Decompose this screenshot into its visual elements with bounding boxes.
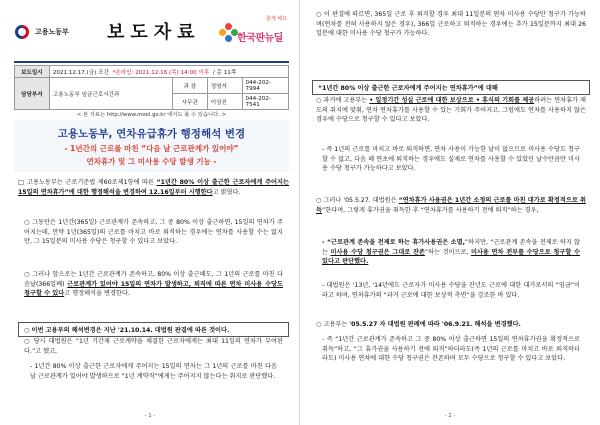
headline: 고용노동부, 연차유급휴가 행정해석 변경	[57, 128, 246, 140]
right-paragraph-8	[312, 335, 580, 364]
role-director: 과 장	[172, 78, 207, 94]
right-paragraph-2	[312, 96, 586, 125]
left-paragraph-4	[18, 337, 283, 356]
right-paragraph-7	[312, 320, 586, 330]
section-box-left: ○ 이번 고용부의 해석변경은 지난 '21.10.14. 대법원 판결에 따른 것이다.	[18, 322, 289, 337]
left-paragraph-5	[18, 362, 277, 381]
phone-officer: 044-202-7541	[242, 94, 288, 110]
header-rule	[14, 61, 289, 63]
text-run: 고 밝혔다.	[212, 188, 241, 196]
person-officer: 이상진	[207, 94, 242, 110]
new-deal-logo	[219, 15, 289, 55]
text-run: 고 행정해석을 변경한다.	[64, 290, 130, 298]
phone-director: 044-202-7994	[242, 78, 288, 94]
brand-tagline: 함께 해요	[266, 16, 287, 22]
text-run: ○ 그러나 앞으로는 1년간 근로관계가 존속하고, 80% 이상 출근해도, 그 1년의 근로를 마친 다음날(366일째)	[24, 271, 283, 288]
text-run: - 1년간 80% 이상 출근한 근로자에게 주어지는 15일의 연차는 그 1년의 근로를 마친 다음날 근로관계가 있어야 발생하므로 “1년 계약직”에게는 주어지지 않는다는 취지로 판단했다.	[30, 363, 277, 380]
subheadline-1: - 1년간의 근로를 마친 “다음 날 근로관계가 있어야”	[64, 144, 239, 153]
text-run-emph: • 일정기간 성실 근로에 대한 보상으로 • 휴식의 기회를 제공	[369, 97, 535, 104]
text-run: ”하는 것이므로,	[424, 248, 471, 256]
subheadline-2: 연차휴가 및 그 미사용 수당 발생 기능 -	[86, 157, 217, 166]
text-run: ”하지만, “근로관계 존속을 전제로 하지 않는	[322, 239, 580, 256]
text-run-emph: - “근로관계 존속을 전제로 하는 휴가사용권은 소멸,	[322, 239, 465, 246]
website-notice: < 본 자료는 http://www.moel.go.kr 에서도 볼 수 있습니다. >	[76, 112, 227, 118]
taegeuk-icon	[14, 24, 30, 40]
right-paragraph-1	[312, 10, 586, 39]
text-run: - 대법원은 '13년, '14년에도 근로자가 미사용 수당을 잔년도 근로에 대한 대가로서의 “임금”이라고 하며, 연차휴가의 “과거 근로에 대한 보상적 측면”을 강조한 바 있다.	[322, 282, 580, 299]
page-number-2: - 2 -	[444, 413, 456, 419]
page-2	[300, 0, 600, 425]
right-paragraph-4	[312, 196, 586, 215]
text-run-emph: '05.5.27 자 대법원 판례에 따라 '06.9.21. 해석을 변경했다.	[349, 321, 521, 328]
release-label: 보도일시	[15, 66, 50, 78]
right-paragraph-5	[312, 238, 580, 267]
left-paragraph-1	[18, 178, 289, 197]
text-run: □ 고용노동부는 근로기준법 제60조제1항에 따른	[18, 179, 157, 186]
department: 고용노동부 임금근로시간과	[49, 78, 172, 110]
text-run: ○ 고용부는	[316, 321, 350, 328]
text-run: ”한다며, 그렇게 휴가권을 취득한 후 “연차휴가를 사용하기 전에 퇴직”하는 경우,	[321, 206, 539, 214]
text-run: ○ 그러나 '05.5.27. 대법원은	[316, 197, 399, 204]
release-date-cell	[49, 66, 288, 78]
release-info-table	[14, 65, 289, 110]
text-run: ○ 그동안은 1년간(365일) 근로관계가 존속하고, 그 중 80% 이상 출근하면, 15일의 연차가 주어지는데, 만약 1년(365일)의 근로를 마치고 바로 퇴직하는 경우에는 연차를 사용할 수는 없지만, 그 15일분의 미사용 수당은 청구할 수 있다고 보았다.	[24, 219, 283, 246]
ministry-name: 고용노동부	[35, 28, 69, 36]
left-paragraph-3	[18, 270, 283, 299]
text-run: - 즉 “1년간 근로관계가 존속하고 그 중 80% 이상 출근하면 15일의 연차휴가권을 확정적으로 취득”하고, “그 휴가권을 사용하기 전에 퇴직”하더라도(즉 1년의 근로를 마치고 바로 퇴직하더라도) 미사용 연차에 대한 수당 청구권은 잔존하며 모두 수당으로 청구할 수 있다고 보았다.	[322, 336, 580, 363]
text-run: ○ 과거에 고용부는	[316, 97, 370, 104]
text-run-emph: 근로관계가 있어야 15일의 연차가 발생하고, 퇴직에 따른 연차 미사용 수당도 청구할 수 있다	[24, 280, 283, 298]
text-run-emph: “1년간 80% 이상 출근한 근로자에게 주어지는 15일의 연차휴가	[18, 179, 289, 196]
brand-name: 한국판뉴딜	[237, 33, 283, 44]
text-run-emph: ”에 대한 행정해석을 변경하여 12.16일부터 시행한다	[64, 188, 213, 196]
person-director: 정영석	[207, 78, 242, 94]
release-date: 2021.12.17.(금) 조간	[52, 69, 109, 76]
press-title: 보도자료	[107, 22, 201, 43]
page-number-1: - 1 -	[144, 413, 156, 419]
text-run: ○ 당시 대법원은 “1년 기간제 근로계약을 체결한 근로자에게는 최대 11일의 연차가 부여된다.”고 했고,	[24, 338, 283, 355]
text-run-emph: 미사용 연차 전부를 수당으로 청구할 수 있다고 판단했다.	[322, 248, 580, 266]
headline-box	[14, 120, 289, 172]
text-run: 하려는 연차휴가 제도의 취지에 맞춰, 연차 연차휴가를 사용할 수 있는 기회가 주어지고, 그럼에도 연차를 사용하지 않은 경우에 수당으로 청구할 수 있다고 보았다.	[316, 97, 586, 124]
right-paragraph-6	[312, 281, 580, 300]
press-header	[14, 11, 289, 63]
text-run: - 즉 1년의 근로를 마치고 바로 퇴직하면, 연차 사용이 가능한 날이 없으므로 미사용 수당도 청구할 수 없고, 다음 해 연초에 퇴직하는 경우에도 실제로 연차를 사용할 수 있었던 날수만큼만 미사용 수당 청구가 가능하다고 보았다.	[322, 146, 580, 173]
role-officer: 사무관	[172, 94, 207, 110]
right-paragraph-3	[312, 145, 580, 174]
embargo-time: *온라인: 2021.12.16.(목) 14:00 이후	[112, 69, 210, 76]
section-box-right: “1년간 80% 이상 출근한 근로자에게 주어지는 연차휴가”에 대해	[312, 80, 590, 95]
contact-label: 담당부서	[15, 78, 50, 110]
left-paragraph-2	[18, 218, 283, 247]
page-count: / 총 11쪽	[212, 69, 237, 76]
text-run: ○ 이 판결에 따르면, 365일 근로 후 퇴직할 경우 최대 11일분의 연차 미사용 수당만 청구가 가능하며(연차를 전혀 사용하지 않은 경우), 366일 근로하고 퇴직하는 경우에는 추가 15일분까지 최대 26일분에 대한 미사용 수당 청구가 가능하다.	[316, 11, 586, 38]
text-run-emph: “연차휴가 사용권은 1년간 소정의 근로를 마친 대가로 확정적으로 취득	[316, 197, 586, 214]
ministry-logo	[14, 23, 88, 41]
text-run-emph: 미사용 수당 청구권은 그대로 잔존	[330, 248, 425, 256]
